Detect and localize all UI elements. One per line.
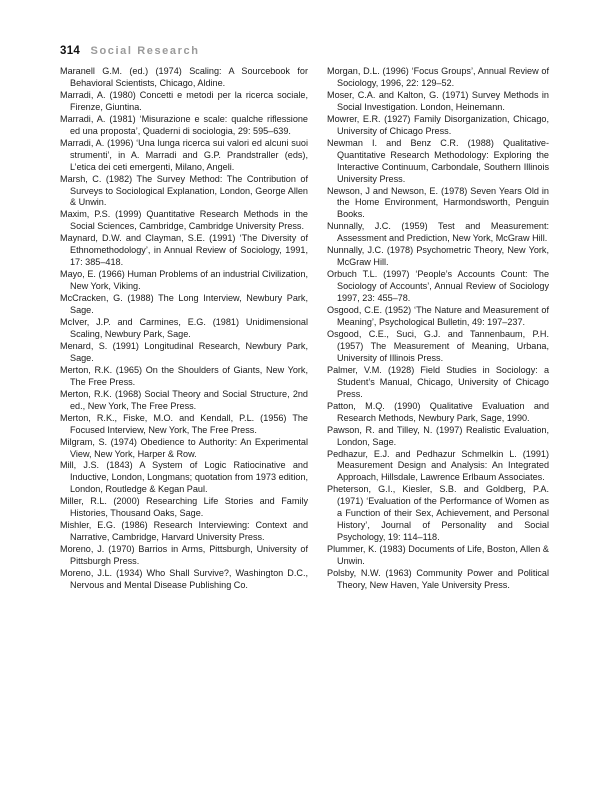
reference-entry: Merton, R.K. (1965) On the Shoulders of Giants, New York, The Free Press.: [60, 364, 308, 387]
page-number: 314: [60, 45, 81, 57]
references-right-column: [327, 66, 549, 592]
reference-entry: Mowrer, E.R. (1927) Family Disorganization, Chicago, University of Chicago Press.: [327, 113, 549, 136]
reference-entry: Menard, S. (1991) Longitudinal Research, Newbury Park, Sage.: [60, 340, 308, 363]
references-left-column: [60, 66, 308, 592]
reference-entry: McIver, J.P. and Carmines, E.G. (1981) Unidimensional Scaling, Newbury Park, Sage.: [60, 317, 308, 339]
reference-entry: Maranell G.M. (ed.) (1974) Scaling: A Sourcebook for Behavioral Scientists, Chicago, Aldine.: [60, 66, 308, 88]
reference-entry: Mayo, E. (1966) Human Problems of an industrial Civilization, New York, Viking.: [60, 269, 308, 292]
reference-entry: Maynard, D.W. and Clayman, S.E. (1991) ‘The Diversity of Ethnomethodology’, in Annual Review of Sociology, 1991, 17: 385–418.: [60, 233, 308, 268]
reference-entry: Orbuch T.L. (1997) ‘People’s Accounts Count: The Sociology of Accounts’, Annual Review of Sociology 1997, 23: 455–78.: [327, 269, 549, 304]
reference-entry: Polsby, N.W. (1963) Community Power and Political Theory, New Haven, Yale University Press.: [327, 568, 549, 590]
reference-entry: Nunnally, J.C. (1959) Test and Measurement: Assessment and Prediction, New York, McGraw Hill.: [327, 221, 549, 244]
reference-entry: Newson, J and Newson, E. (1978) Seven Years Old in the Home Environment, Harmondsworth, Penguin Books.: [327, 185, 549, 220]
reference-entry: Nunnally, J.C. (1978) Psychometric Theory, New York, McGraw Hill.: [327, 245, 549, 268]
reference-entry: Marradi, A. (1980) Concetti e metodi per la ricerca sociale, Firenze, Giuntina.: [60, 89, 308, 112]
reference-entry: Maxim, P.S. (1999) Quantitative Research Methods in the Social Sciences, Cambridge, Cambridge University Press.: [60, 209, 308, 232]
reference-entry: Moser, C.A. and Kalton, G. (1971) Survey Methods in Social Investigation. London, Heinemann.: [327, 89, 549, 112]
reference-entry: Pawson, R. and Tilley, N. (1997) Realistic Evaluation, London, Sage.: [327, 424, 549, 447]
reference-entry: Pheterson, G.I., Kiesler, S.B. and Goldberg, P.A. (1971) ‘Evaluation of the Performance of Women as a Function of their Sex, Achievement, and Personal History’, Journal of Personality and Social Psychology, 19: 114–118.: [327, 484, 549, 543]
reference-entry: Newman I. and Benz C.R. (1988) Qualitative-Quantitative Research Methodology: Exploring the Interactive Continuum, Carbondale, Southern Illinois University Press.: [327, 137, 549, 184]
reference-entry: Marradi, A. (1996) ‘Una lunga ricerca sui valori ed alcuni suoi strumenti’, in A. Marradi and G.P. Prandstraller (eds), L’etica dei ceti emergenti, Milano, Angeli.: [60, 137, 308, 172]
reference-entry: Pedhazur, E.J. and Pedhazur Schmelkin L. (1991) Measurement Design and Analysis: An Integrated Approach, Hillsdale, Lawrence Erlbaum Associates.: [327, 448, 549, 483]
reference-entry: Morgan, D.L. (1996) ‘Focus Groups’, Annual Review of Sociology, 1996, 22: 129–52.: [327, 66, 549, 88]
reference-entry: Marradi, A. (1981) ‘Misurazione e scale: qualche riflessione ed una proposta’, Quaderni di sociologia, 29: 595–639.: [60, 113, 308, 136]
reference-entry: Merton, R.K., Fiske, M.O. and Kendall, P.L. (1956) The Focused Interview, New York, The Free Press.: [60, 412, 308, 435]
reference-entry: Mill, J.S. (1843) A System of Logic Ratiocinative and Inductive, London, Longmans; quotation from 1973 edition, London, Routledge & Kegan Paul.: [60, 460, 308, 495]
reference-entry: Mishler, E.G. (1986) Research Interviewing: Context and Narrative, Cambridge, Harvard University Press.: [60, 520, 308, 543]
reference-entry: Osgood, C.E., Suci, G.J. and Tannenbaum, P.H. (1957) The Measurement of Meaning, Urbana, University of Illinois Press.: [327, 328, 549, 363]
page-header: [60, 41, 200, 59]
reference-entry: McCracken, G. (1988) The Long Interview, Newbury Park, Sage.: [60, 293, 308, 316]
reference-entry: Milgram, S. (1974) Obedience to Authority: An Experimental View, New York, Harper & Row.: [60, 436, 308, 459]
reference-entry: Miller, R.L. (2000) Researching Life Stories and Family Histories, Thousand Oaks, Sage.: [60, 496, 308, 519]
running-title: Social Research: [90, 45, 200, 57]
reference-entry: Merton, R.K. (1968) Social Theory and Social Structure, 2nd ed., New York, The Free Press.: [60, 388, 308, 411]
reference-entry: Moreno, J. (1970) Barrios in Arms, Pittsburgh, University of Pittsburgh Press.: [60, 544, 308, 567]
reference-entry: Osgood, C.E. (1952) ‘The Nature and Measurement of Meaning’, Psychological Bulletin, 49: 197–237.: [327, 305, 549, 328]
reference-entry: Patton, M.Q. (1990) Qualitative Evaluation and Research Methods, Newbury Park, Sage, 1990.: [327, 400, 549, 423]
reference-entry: Moreno, J.L. (1934) Who Shall Survive?, Washington D.C., Nervous and Mental Disease Publishing Co.: [60, 568, 308, 590]
reference-entry: Palmer, V.M. (1928) Field Studies in Sociology: a Student’s Manual, Chicago, University of Chicago Press.: [327, 364, 549, 399]
reference-entry: Marsh, C. (1982) The Survey Method: The Contribution of Surveys to Sociological Explanation, London, George Allen & Unwin.: [60, 173, 308, 208]
reference-entry: Plummer, K. (1983) Documents of Life, Boston, Allen & Unwin.: [327, 544, 549, 567]
